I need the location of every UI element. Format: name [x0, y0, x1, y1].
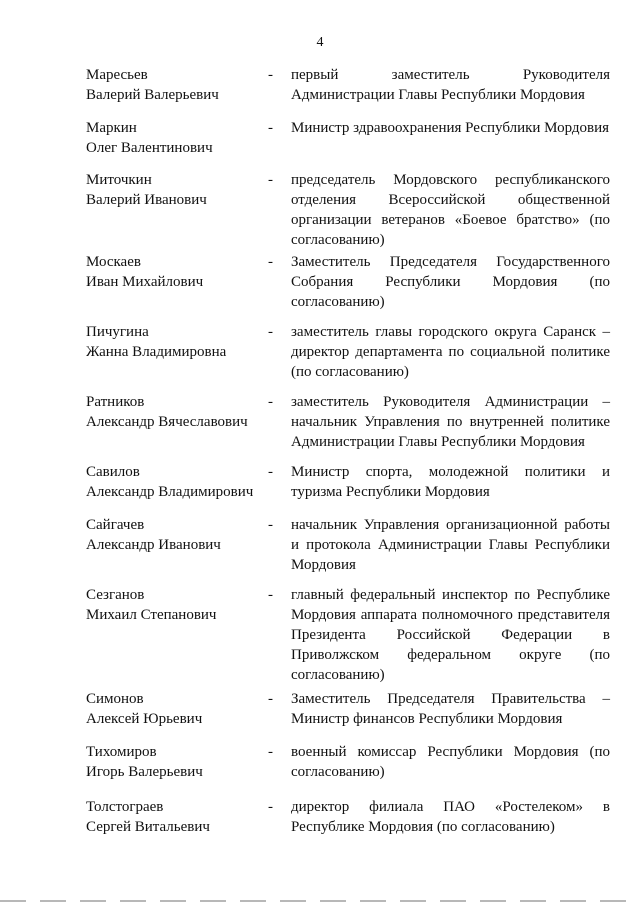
person-name — [86, 118, 266, 158]
person-given-names: Валерий Иванович — [86, 192, 207, 208]
person-given-names: Сергей Витальевич — [86, 819, 210, 835]
person-name — [86, 515, 266, 555]
person-position: директор филиала ПАО «Ростелеком» в Республике Мордовия (по согласованию) — [291, 799, 610, 835]
person-name — [86, 689, 266, 729]
page-number: 4 — [316, 35, 324, 50]
person-given-names: Александр Вячеславович — [86, 414, 248, 430]
scan-edge-divider — [0, 900, 640, 902]
person-surname: Пичугина — [86, 324, 149, 340]
separator-dash: - — [268, 67, 273, 83]
person-position: главный федеральный инспектор по Республике Мордовия аппарата полномочного представителя Президента Российской Федерации в Приволжском федеральном округе (по согласованию) — [291, 587, 610, 683]
person-position: военный комиссар Республики Мордовия (по согласованию) — [291, 744, 610, 780]
person-name — [86, 65, 266, 105]
person-surname: Савилов — [86, 464, 140, 480]
person-name — [86, 462, 266, 502]
person-position: Министр спорта, молодежной политики и туризма Республики Мордовия — [291, 464, 610, 500]
person-name — [86, 392, 266, 432]
separator-dash: - — [268, 254, 273, 270]
person-position: Заместитель Председателя Государственного Собрания Республики Мордовия (по согласованию) — [291, 254, 610, 310]
separator-dash: - — [268, 394, 273, 410]
person-name — [86, 797, 266, 837]
person-given-names: Олег Валентинович — [86, 140, 213, 156]
person-surname: Москаев — [86, 254, 141, 270]
separator-dash: - — [268, 464, 273, 480]
person-surname: Ратников — [86, 394, 145, 410]
separator-dash: - — [268, 517, 273, 533]
person-position: первый заместитель Руководителя Администрации Главы Республики Мордовия — [291, 67, 610, 103]
person-name — [86, 742, 266, 782]
person-position: заместитель главы городского округа Саранск – директор департамента по социальной политике (по согласованию) — [291, 324, 610, 380]
person-name — [86, 322, 266, 362]
person-position: Министр здравоохранения Республики Мордовия — [291, 120, 610, 136]
person-position: начальник Управления организационной работы и протокола Администрации Главы Республики Мордовия — [291, 517, 610, 573]
person-given-names: Игорь Валерьевич — [86, 764, 203, 780]
person-given-names: Жанна Владимировна — [86, 344, 227, 360]
person-given-names: Александр Иванович — [86, 537, 221, 553]
person-name — [86, 585, 266, 625]
person-given-names: Валерий Валерьевич — [86, 87, 219, 103]
separator-dash: - — [268, 172, 273, 188]
person-given-names: Иван Михайлович — [86, 274, 204, 290]
separator-dash: - — [268, 120, 273, 136]
separator-dash: - — [268, 691, 273, 707]
person-surname: Толстограев — [86, 799, 164, 815]
person-given-names: Михаил Степанович — [86, 607, 217, 623]
separator-dash: - — [268, 799, 273, 815]
separator-dash: - — [268, 744, 273, 760]
person-surname: Маркин — [86, 120, 137, 136]
person-position: заместитель Руководителя Администрации – начальник Управления по внутренней политике Администрации Главы Республики Мордовия — [291, 394, 610, 450]
person-position: председатель Мордовского республиканского отделения Всероссийской общественной организации ветеранов «Боевое братство» (по согласованию) — [291, 172, 610, 248]
person-name — [86, 170, 266, 210]
person-position: Заместитель Председателя Правительства – Министр финансов Республики Мордовия — [291, 691, 610, 727]
person-surname: Симонов — [86, 691, 144, 707]
person-surname: Маресьев — [86, 67, 148, 83]
person-surname: Сайгачев — [86, 517, 145, 533]
person-given-names: Александр Владимирович — [86, 484, 254, 500]
separator-dash: - — [268, 587, 273, 603]
person-surname: Тихомиров — [86, 744, 157, 760]
person-given-names: Алексей Юрьевич — [86, 711, 203, 727]
separator-dash: - — [268, 324, 273, 340]
person-surname: Сезганов — [86, 587, 145, 603]
person-surname: Миточкин — [86, 172, 152, 188]
person-name — [86, 252, 266, 292]
